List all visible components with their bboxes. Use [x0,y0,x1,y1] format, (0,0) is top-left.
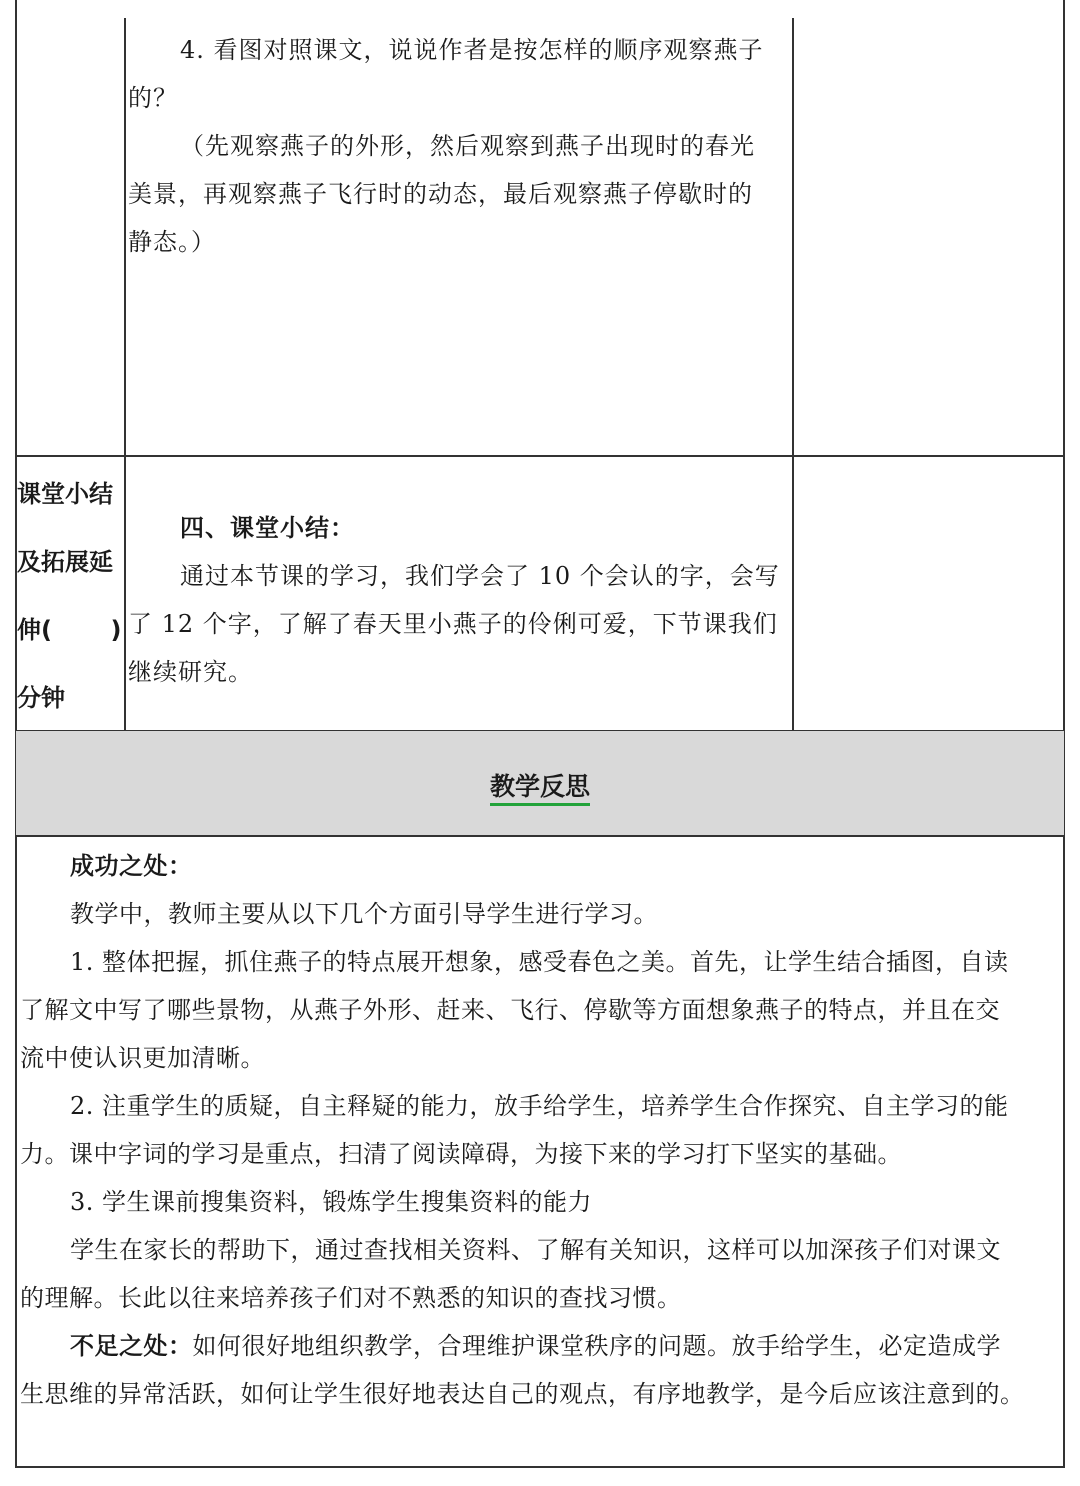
answer-line-3: 静态。） [128,228,216,256]
summary-text-line-3: 继续研究。 [128,658,253,686]
shortcoming-label: 不足之处： [70,1332,193,1360]
point-4-line-2: 的理解。长此以往来培养孩子们对不熟悉的知识的查找习惯。 [20,1284,682,1312]
label-line-1: 课堂小结 [17,480,113,508]
shortcoming-line-2: 生思维的异常活跃，如何让学生很好地表达自己的观点，有序地教学，是今后应该注意到的。 [20,1380,1025,1408]
point-2-line-1: 2. 注重学生的质疑，自主释疑的能力，放手给学生，培养学生合作探究、自主学习的能 [70,1092,1009,1120]
point-1-line-1: 1. 整体把握，抓住燕子的特点展开想象，感受春色之美。首先，让学生结合插图，自读 [70,948,1009,976]
summary-text-line-2: 了 12 个字，了解了春天里小燕子的伶俐可爱，下节课我们 [128,610,778,638]
question-4-line-2: 的？ [128,84,178,112]
shortcoming-text: 如何很好地组织教学，合理维护课堂秩序的问题。放手给学生，必定造成学 [192,1332,1001,1360]
reflection-title: 教学反思 [490,772,590,806]
summary-text-line-1: 通过本节课的学习，我们学会了 10 个会认的字，会写 [180,562,780,590]
label-line-2: 及拓展延 [17,548,113,576]
point-4-line-1: 学生在家长的帮助下，通过查找相关资料、了解有关知识，这样可以加深孩子们对课文 [70,1236,1001,1264]
question-4-line-1: 4. 看图对照课文，说说作者是按怎样的顺序观察燕子 [180,36,764,64]
point-1-line-3: 流中使认识更加清晰。 [20,1044,265,1072]
label-line-3: 伸( ) [17,616,122,644]
point-1-line-2: 了解文中写了哪些景物，从燕子外形、赶来、飞行、停歇等方面想象燕子的特点，并且在交 [20,996,1000,1024]
success-label: 成功之处： [70,852,193,880]
answer-line-2: 美景，再观察燕子飞行时的动态，最后观察燕子停歇时的 [128,180,753,208]
reflection-header [16,731,1064,835]
row-divider-3 [15,835,1065,837]
point-2-line-2: 力。课中字词的学习是重点，扫清了阅读障碍，为接下来的学习打下坚实的基础。 [20,1140,902,1168]
label-line-4: 分钟 [17,684,65,712]
answer-line-1: （先观察燕子的外形，然后观察到燕子出现时的春光 [180,132,755,160]
column-divider-1 [124,18,126,731]
reflection-body [20,842,1065,1418]
column-divider-2 [792,18,794,731]
table-border-bottom [15,1466,1065,1468]
summary-row-label [17,460,123,732]
summary-heading: 四、课堂小结： [180,514,355,542]
reflection-intro: 教学中，教师主要从以下几个方面引导学生进行学习。 [70,900,658,928]
question-4-block [128,26,790,266]
shortcoming-line-1 [20,1322,1065,1370]
point-3-line-1: 3. 学生课前搜集资料，锻炼学生搜集资料的能力 [70,1188,593,1216]
row-divider-1 [15,455,1065,457]
summary-content [128,504,790,696]
